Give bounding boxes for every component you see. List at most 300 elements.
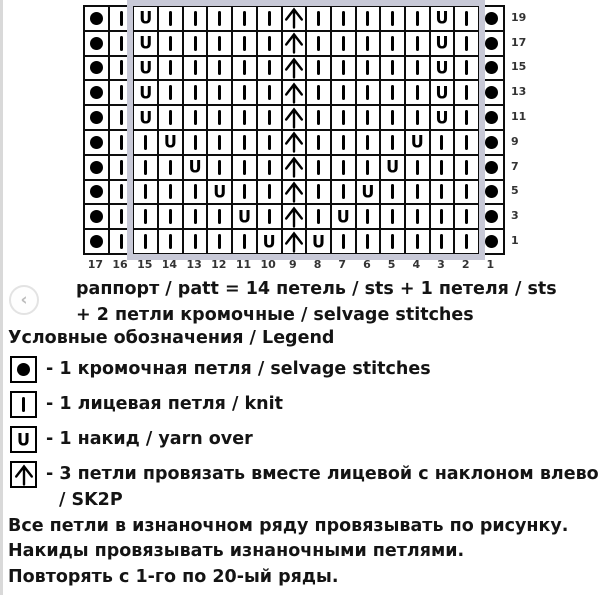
chart-cell	[430, 130, 455, 155]
knit-bar-symbol	[465, 160, 468, 175]
chart-cell	[306, 155, 331, 180]
knit-bar-symbol	[268, 60, 271, 75]
selvage-dot-symbol	[90, 86, 103, 99]
column-number: 3	[437, 258, 445, 271]
knit-bar-symbol	[120, 36, 123, 51]
knit-bar-symbol	[366, 209, 369, 224]
chart-cell	[232, 31, 257, 56]
chart-cell	[331, 130, 356, 155]
chart-cell	[306, 31, 331, 56]
chart-cell	[257, 229, 282, 254]
legend-symbol-box	[10, 426, 37, 453]
chart-cell	[306, 229, 331, 254]
knit-bar-symbol	[440, 135, 443, 150]
chart-cell	[183, 229, 208, 254]
knit-bar-symbol	[243, 85, 246, 100]
chart-cell	[183, 180, 208, 205]
knit-bar-symbol	[465, 36, 468, 51]
column-number: 11	[235, 258, 252, 271]
chart-cell	[282, 80, 307, 105]
knit-bar-symbol	[317, 60, 320, 75]
knit-bar-symbol	[366, 234, 369, 249]
chart-cell	[479, 180, 504, 205]
column-number: 7	[338, 258, 347, 271]
knit-bar-symbol	[169, 11, 172, 26]
knit-bar-symbol	[342, 234, 345, 249]
knit-bar-symbol	[218, 160, 221, 175]
chart-cell	[84, 229, 109, 254]
row-number: 5	[511, 184, 519, 198]
chart-cell	[306, 80, 331, 105]
knit-bar-symbol	[366, 85, 369, 100]
chart-cell	[133, 130, 158, 155]
knit-bar-symbol	[317, 160, 320, 175]
chart-cell	[430, 155, 455, 180]
knit-bar-symbol	[144, 184, 147, 199]
chart-cell	[282, 180, 307, 205]
chart-cell	[84, 6, 109, 31]
chart-cell	[356, 204, 381, 229]
knit-bar-symbol	[218, 209, 221, 224]
caption-line-2: + 2 петли кромочные / selvage stitches	[76, 305, 474, 325]
chart-cell	[158, 229, 183, 254]
knit-bar-symbol	[169, 234, 172, 249]
chart-cell	[183, 204, 208, 229]
chart-cell	[282, 105, 307, 130]
chart-cell	[405, 180, 430, 205]
knit-bar-symbol	[120, 209, 123, 224]
chart-cell	[158, 56, 183, 81]
knit-bar-symbol	[169, 209, 172, 224]
selvage-dot-symbol	[485, 161, 498, 174]
sk2p-arrow-icon	[283, 7, 305, 29]
chevron-left-icon: ‹	[20, 290, 28, 310]
chart-cell	[331, 31, 356, 56]
knit-bar-symbol	[465, 11, 468, 26]
legend-item-text: - 1 лицевая петля / knit	[46, 394, 283, 414]
knit-bar-symbol	[22, 397, 25, 412]
chart-cell	[232, 229, 257, 254]
row-numbers	[511, 5, 526, 253]
legend-item	[10, 426, 599, 453]
column-numbers	[83, 258, 503, 271]
chart-cell	[331, 229, 356, 254]
chart-cell	[479, 130, 504, 155]
knit-bar-symbol	[169, 36, 172, 51]
chart-cell	[356, 229, 381, 254]
legend-title: Условные обозначения / Legend	[8, 328, 335, 348]
chart-cell	[257, 155, 282, 180]
note-line: Накиды провязывать изнаночными петлями.	[8, 541, 465, 562]
knit-bar-symbol	[169, 184, 172, 199]
knit-bar-symbol	[120, 135, 123, 150]
chart-cell	[109, 31, 134, 56]
chart-cell	[282, 130, 307, 155]
chart-cell	[282, 56, 307, 81]
chart-cell	[454, 229, 479, 254]
knit-bar-symbol	[440, 234, 443, 249]
knit-bar-symbol	[120, 60, 123, 75]
chart-cell	[133, 56, 158, 81]
knit-bar-symbol	[317, 135, 320, 150]
chart-cell	[282, 6, 307, 31]
chart-cell	[380, 31, 405, 56]
column-number: 14	[161, 258, 178, 271]
knit-bar-symbol	[120, 110, 123, 125]
knit-bar-symbol	[465, 135, 468, 150]
knit-bar-symbol	[120, 160, 123, 175]
row-number: 1	[511, 234, 519, 248]
chart-cell	[331, 155, 356, 180]
chart-cell	[207, 80, 232, 105]
knit-bar-symbol	[342, 85, 345, 100]
knit-bar-symbol	[342, 184, 345, 199]
knit-bar-symbol	[243, 160, 246, 175]
chart-cell	[133, 80, 158, 105]
chart-grid	[83, 5, 505, 255]
knit-bar-symbol	[218, 11, 221, 26]
knit-bar-symbol	[366, 160, 369, 175]
chart-cell	[207, 105, 232, 130]
knit-bar-symbol	[366, 11, 369, 26]
chart-cell	[183, 155, 208, 180]
chart-cell	[479, 229, 504, 254]
chart-cell	[306, 6, 331, 31]
knit-bar-symbol	[268, 184, 271, 199]
knit-bar-symbol	[120, 184, 123, 199]
column-number: 16	[112, 258, 128, 271]
chart-cell	[84, 105, 109, 130]
yarn-over-symbol: U	[213, 181, 227, 202]
chart-cell	[430, 204, 455, 229]
knit-bar-symbol	[366, 60, 369, 75]
chart-cell	[257, 180, 282, 205]
chart-cell	[356, 56, 381, 81]
knit-bar-symbol	[194, 85, 197, 100]
sk2p-arrow-icon	[283, 131, 305, 153]
chart-cell	[356, 105, 381, 130]
knit-bar-symbol	[416, 184, 419, 199]
knit-bar-symbol	[169, 160, 172, 175]
yarn-over-symbol: U	[188, 156, 202, 177]
knit-bar-symbol	[416, 234, 419, 249]
selvage-dot-symbol	[17, 363, 30, 376]
chart-cell	[306, 130, 331, 155]
knit-bar-symbol	[465, 60, 468, 75]
yarn-over-symbol: U	[386, 156, 400, 177]
knit-bar-symbol	[317, 209, 320, 224]
legend-symbol-box	[10, 461, 37, 488]
knit-bar-symbol	[243, 36, 246, 51]
chart-cell	[158, 31, 183, 56]
chart-cell	[207, 229, 232, 254]
legend-item-text: - 1 кромочная петля / selvage stitches	[46, 359, 431, 379]
knit-bar-symbol	[342, 160, 345, 175]
sk2p-arrow-icon	[283, 231, 305, 253]
knit-bar-symbol	[194, 184, 197, 199]
chart-cell	[257, 56, 282, 81]
knit-bar-symbol	[218, 60, 221, 75]
note-line: Все петли в изнаночном ряду провязывать по рисунку.	[8, 516, 569, 536]
chart-cell	[405, 229, 430, 254]
chart-cell	[331, 80, 356, 105]
knit-bar-symbol	[391, 209, 394, 224]
knit-bar-symbol	[144, 209, 147, 224]
yarn-over-symbol: U	[435, 81, 449, 103]
chart-cell	[454, 56, 479, 81]
chart-cell	[109, 155, 134, 180]
yarn-over-symbol: U	[139, 57, 153, 78]
chart-cell	[84, 180, 109, 205]
chart-cell	[282, 31, 307, 56]
selvage-dot-symbol	[485, 136, 498, 149]
chart-cell	[454, 31, 479, 56]
knit-bar-symbol	[416, 209, 419, 224]
chart-cell	[84, 80, 109, 105]
chart-cell	[257, 80, 282, 105]
chart-cell	[454, 204, 479, 229]
legend-item-text: - 1 накид / yarn over	[46, 429, 253, 449]
knit-bar-symbol	[391, 234, 394, 249]
knit-bar-symbol	[342, 36, 345, 51]
column-number: 4	[412, 258, 421, 271]
sk2p-arrow-icon	[13, 464, 35, 486]
knit-bar-symbol	[218, 85, 221, 100]
column-number: 8	[313, 258, 322, 271]
column-number: 1	[486, 258, 495, 271]
knit-bar-symbol	[416, 60, 419, 75]
selvage-dot-symbol	[90, 136, 103, 149]
chart-cell	[479, 56, 504, 81]
chart-cell	[183, 80, 208, 105]
column-number: 15	[137, 258, 153, 271]
knit-bar-symbol	[144, 234, 147, 249]
chart-cell	[84, 204, 109, 229]
chart-cell	[109, 6, 134, 31]
knit-bar-symbol	[391, 11, 394, 26]
chart-cell	[380, 6, 405, 31]
chart-cell	[430, 56, 455, 81]
chart-cell	[405, 105, 430, 130]
knit-bar-symbol	[169, 85, 172, 100]
chart-cell	[84, 155, 109, 180]
chart-cell	[109, 204, 134, 229]
knit-bar-symbol	[243, 60, 246, 75]
prev-button[interactable]	[9, 285, 39, 315]
row-number: 11	[511, 110, 527, 124]
yarn-over-symbol: U	[336, 205, 350, 227]
knit-bar-symbol	[465, 85, 468, 100]
knit-bar-symbol	[391, 135, 394, 150]
chart-cell	[109, 130, 134, 155]
row-number: 19	[511, 10, 527, 24]
knit-bar-symbol	[317, 11, 320, 26]
chart-cell	[84, 31, 109, 56]
yarn-over-symbol: U	[17, 428, 30, 450]
chart-cell	[405, 31, 430, 56]
knit-bar-symbol	[465, 209, 468, 224]
chart-cell	[380, 56, 405, 81]
legend-list	[10, 356, 599, 521]
chart-cell	[331, 6, 356, 31]
chart-cell	[356, 31, 381, 56]
knit-bar-symbol	[120, 234, 123, 249]
knit-bar-symbol	[120, 11, 123, 26]
chart-cell	[207, 180, 232, 205]
selvage-dot-symbol	[90, 210, 103, 223]
knit-bar-symbol	[465, 234, 468, 249]
chart-cell	[232, 180, 257, 205]
chart-cell	[380, 130, 405, 155]
chart-cell	[207, 56, 232, 81]
chart-cell	[232, 56, 257, 81]
sk2p-arrow-icon	[283, 107, 305, 129]
yarn-over-symbol: U	[139, 32, 153, 53]
yarn-over-symbol: U	[163, 131, 177, 153]
knit-bar-symbol	[268, 160, 271, 175]
chart-cell	[430, 105, 455, 130]
column-number: 9	[289, 258, 297, 271]
legend-item	[10, 391, 599, 418]
chart-cell	[84, 130, 109, 155]
yarn-over-symbol: U	[435, 32, 449, 53]
chart-cell	[158, 204, 183, 229]
pattern-caption	[76, 276, 557, 328]
knit-bar-symbol	[366, 110, 369, 125]
chart-cell	[356, 80, 381, 105]
knit-bar-symbol	[144, 135, 147, 150]
chart-cell	[158, 155, 183, 180]
selvage-dot-symbol	[90, 37, 103, 50]
legend-symbol-box	[10, 356, 37, 383]
chart-cell	[183, 105, 208, 130]
chart-cell	[183, 6, 208, 31]
knit-bar-symbol	[194, 135, 197, 150]
row-number: 7	[511, 159, 519, 173]
knit-bar-symbol	[465, 184, 468, 199]
yarn-over-symbol: U	[410, 131, 424, 153]
selvage-dot-symbol	[90, 111, 103, 124]
chart-cell	[282, 229, 307, 254]
chart-cell	[380, 204, 405, 229]
knit-bar-symbol	[218, 110, 221, 125]
knit-bar-symbol	[416, 110, 419, 125]
knit-bar-symbol	[169, 60, 172, 75]
chart-cell	[479, 155, 504, 180]
selvage-dot-symbol	[90, 12, 103, 25]
chart-cell	[109, 229, 134, 254]
selvage-dot-symbol	[485, 235, 498, 248]
legend-item	[10, 461, 599, 513]
knit-bar-symbol	[342, 11, 345, 26]
chart-cell	[405, 155, 430, 180]
chart-cell	[257, 6, 282, 31]
yarn-over-symbol: U	[435, 106, 449, 128]
chart-cell	[133, 180, 158, 205]
chart-cell	[183, 31, 208, 56]
knit-bar-symbol	[342, 110, 345, 125]
chart-cell	[356, 6, 381, 31]
chart-cell	[183, 130, 208, 155]
chart-cell	[109, 105, 134, 130]
knit-bar-symbol	[465, 110, 468, 125]
knit-bar-symbol	[218, 36, 221, 51]
knit-bar-symbol	[218, 234, 221, 249]
chart-cell	[232, 6, 257, 31]
chart-cell	[183, 56, 208, 81]
chart-cell	[356, 130, 381, 155]
chart-cell	[232, 80, 257, 105]
chart-cell	[331, 56, 356, 81]
knit-bar-symbol	[194, 209, 197, 224]
chart-cell	[356, 180, 381, 205]
knit-bar-symbol	[416, 11, 419, 26]
knit-bar-symbol	[268, 110, 271, 125]
knit-bar-symbol	[243, 135, 246, 150]
knit-bar-symbol	[317, 110, 320, 125]
chart-cell	[405, 204, 430, 229]
chart-cell	[282, 204, 307, 229]
sk2p-arrow-icon	[283, 206, 305, 228]
knit-bar-symbol	[243, 11, 246, 26]
chart-cell	[430, 180, 455, 205]
selvage-dot-symbol	[485, 86, 498, 99]
selvage-dot-symbol	[485, 185, 498, 198]
chart-cell	[133, 204, 158, 229]
row-number: 3	[511, 209, 519, 223]
knit-bar-symbol	[268, 85, 271, 100]
knit-bar-symbol	[416, 85, 419, 100]
chart-cell	[158, 130, 183, 155]
selvage-dot-symbol	[485, 111, 498, 124]
chart-cell	[158, 80, 183, 105]
chart-cell	[133, 155, 158, 180]
chart-cell	[109, 80, 134, 105]
knit-bar-symbol	[243, 184, 246, 199]
chart-cell	[454, 105, 479, 130]
legend-symbol-box	[10, 391, 37, 418]
chart-cell	[405, 56, 430, 81]
knit-bar-symbol	[194, 11, 197, 26]
selvage-dot-symbol	[485, 61, 498, 74]
knit-bar-symbol	[194, 60, 197, 75]
knit-bar-symbol	[169, 110, 172, 125]
knit-bar-symbol	[440, 160, 443, 175]
chart-cell	[430, 6, 455, 31]
knit-bar-symbol	[366, 36, 369, 51]
knit-bar-symbol	[218, 135, 221, 150]
chart-cell	[479, 80, 504, 105]
yarn-over-symbol: U	[312, 230, 326, 252]
chart-cell	[306, 180, 331, 205]
knit-bar-symbol	[391, 85, 394, 100]
chart-cell	[84, 56, 109, 81]
knit-bar-symbol	[416, 160, 419, 175]
chart-cell	[479, 31, 504, 56]
knit-bar-symbol	[342, 135, 345, 150]
sk2p-arrow-icon	[283, 181, 305, 203]
chart-cell	[331, 105, 356, 130]
knit-bar-symbol	[391, 60, 394, 75]
column-number: 12	[211, 258, 227, 271]
knit-bar-symbol	[416, 36, 419, 51]
selvage-dot-symbol	[485, 210, 498, 223]
sk2p-arrow-icon	[283, 57, 305, 79]
knit-bar-symbol	[120, 85, 123, 100]
column-number: 5	[387, 258, 396, 271]
chart-cell	[380, 155, 405, 180]
chart-cell	[207, 6, 232, 31]
